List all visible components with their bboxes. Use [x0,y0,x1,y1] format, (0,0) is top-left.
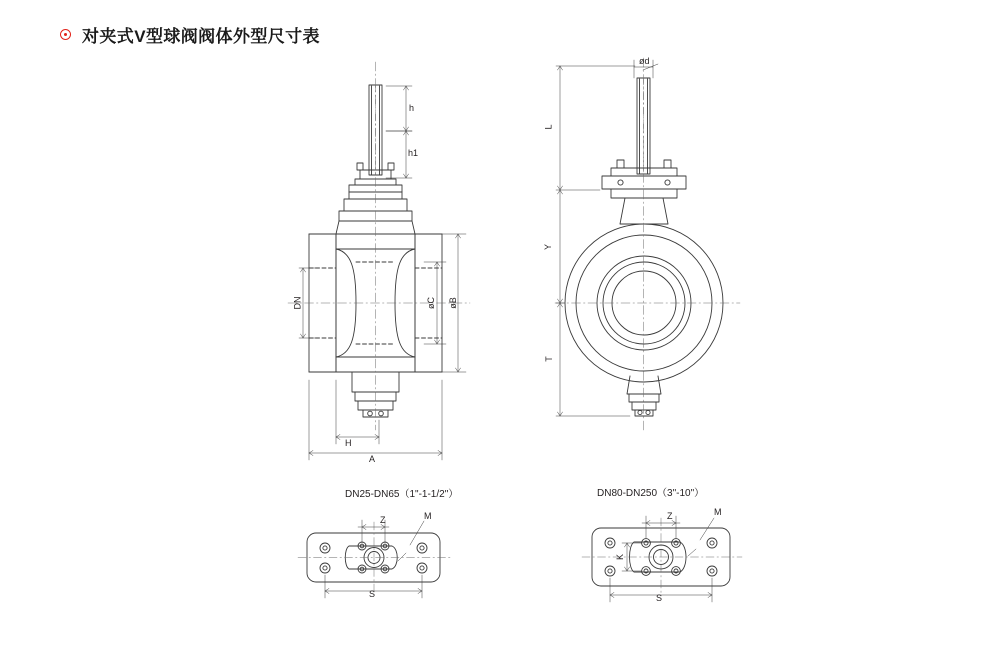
pad-large-label-k: K [615,553,626,561]
page-title: 对夹式V型球阀阀体外型尺寸表 [82,27,320,46]
pad-large-label-z: Z [667,511,673,521]
pad-small-label-z: Z [380,515,386,525]
pad-small-label-m: M [424,511,432,521]
dimension-label-h: h [409,103,415,113]
mounting-pad-small [298,520,450,598]
dimension-label-h-width: H [345,438,352,448]
mounting-pad-small-caption: DN25-DN65（1"-1-1/2"） [345,489,459,500]
pad-small-label-s: S [369,589,376,599]
dimension-label-ob: øB [447,297,458,309]
dimension-label-od: ød [639,56,650,66]
dimension-label-a: A [369,454,376,464]
dimension-label-oc: øC [426,297,436,309]
dimension-label-h1: h1 [408,148,419,158]
mounting-pad-large-caption: DN80-DN250（3"-10"） [597,488,705,499]
mounting-pad-large [582,516,742,602]
dimension-label-dn: DN [292,296,303,310]
dimension-label-l: L [543,124,554,130]
side-elevation-view [555,58,740,430]
pad-large-label-m: M [714,507,722,517]
pad-large-label-s: S [656,593,663,603]
dimension-label-t: T [543,356,554,362]
dimension-label-y: Y [543,243,554,251]
front-elevation-view [288,62,470,460]
